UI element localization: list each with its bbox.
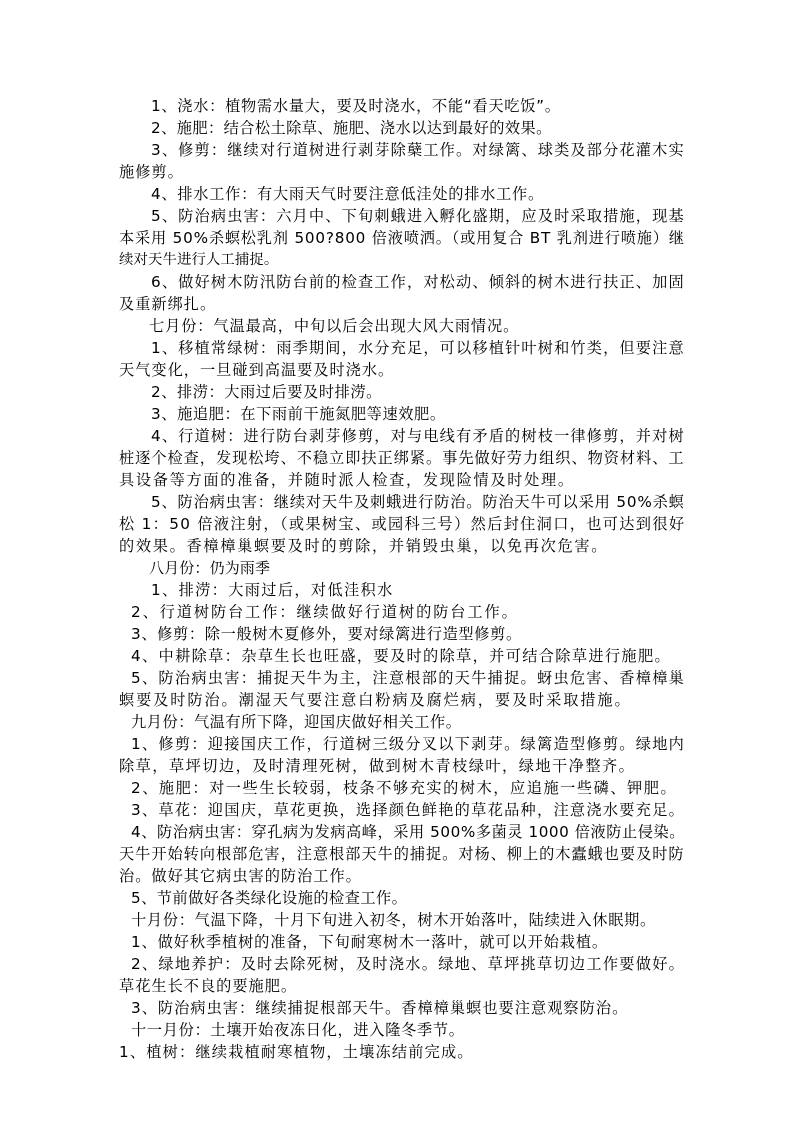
text-line: 2、施肥：对一些生长较弱，枝条不够充实的树木，应追施一些磷、钾肥。 — [131, 779, 678, 797]
text-line: 2、绿地养护：及时去除死树，及时浇水。绿地、草坪挑草切边工作要做好。 — [131, 955, 686, 973]
text-line: 及重新绑扎。 — [119, 295, 217, 313]
text-line: 3、修剪：继续对行道树进行剥芽除蘖工作。对绿篱、球类及部分花灌木实 — [151, 141, 685, 159]
text-line: 九月份：气温有所下降，迎国庆做好相关工作。 — [131, 713, 462, 731]
text-line: 1、浇水：植物需水量大，要及时浇水，不能“看天吃饭”。 — [151, 97, 561, 115]
text-line: 续对天牛进行人工捕捉。 — [119, 252, 279, 268]
text-line: 3、施追肥：在下雨前干施氮肥等速效肥。 — [151, 405, 446, 423]
text-line: 七月份：气温最高，中旬以后会出现大风大雨情况。 — [149, 317, 520, 335]
text-line: 具设备等方面的准备，并随时派人检查，发现险情及时处理。 — [119, 471, 575, 489]
text-line: 除草，草坪切边，及时清理死树，做到树木青枝绿叶，绿地干净整齐。 — [119, 757, 636, 775]
text-line: 本采用 50%杀螟松乳剂 500?800 倍液喷洒。（或用复合 BT 乳剂进行喷施）继 — [119, 229, 685, 247]
text-line: 1、植树：继续栽植耐寒植物，土壤冻结前完成。 — [119, 1043, 474, 1061]
text-line: 4、防治病虫害：穿孔病为发病高峰，采用 500%多菌灵 1000 倍液防止侵染。 — [131, 823, 686, 841]
text-line: 5、防治病虫害：继续对天牛及刺蛾进行防治。防治天牛可以采用 50%杀螟 — [151, 493, 685, 511]
text-line: 的效果。香樟樟巢螟要及时的剪除，并销毁虫巢，以免再次危害。 — [119, 537, 609, 555]
text-line: 3、草花：迎国庆，草花更换，选择颜色鲜艳的草花品种，注意浇水要充足。 — [131, 801, 686, 819]
text-line: 1、修剪：迎接国庆工作，行道树三级分叉以下剥芽。绿篱造型修剪。绿地内 — [131, 735, 686, 753]
text-line: 螟要及时防治。潮湿天气要注意白粉病及腐烂病，要及时采取措施。 — [119, 691, 632, 709]
text-line: 4、排水工作：有大雨天气时要注意低洼处的排水工作。 — [151, 185, 544, 203]
text-line: 2、排涝：大雨过后要及时排涝。 — [151, 383, 382, 401]
text-line: 1、做好秋季植树的准备，下旬耐寒树木一落叶，就可以开始栽植。 — [131, 933, 609, 951]
text-line: 天气变化，一旦碰到高温要及时浇水。 — [119, 361, 395, 379]
text-line: 2、行道树防台工作：继续做好行道树的防台工作。 — [131, 603, 519, 621]
text-line: 5、防治病虫害：捕捉天牛为主，注意根部的天牛捕捉。蚜虫危害、香樟樟巢 — [131, 669, 686, 687]
text-line: 3、防治病虫害：继续捕捉根部天牛。香樟樟巢螟也要注意观察防治。 — [131, 999, 629, 1017]
text-line: 松 1：50 倍液注射，（或果树宝、或园科三号）然后封住洞口，也可达到很好 — [119, 515, 686, 533]
text-line: 5、防治病虫害：六月中、下旬刺蛾进入孵化盛期，应及时采取措施，现基 — [151, 207, 685, 225]
text-line: 5、节前做好各类绿化设施的检查工作。 — [131, 889, 408, 907]
text-line: 1、移植常绿树：雨季期间，水分充足，可以移植针叶树和竹类，但要注意 — [151, 339, 685, 357]
text-line: 施修剪。 — [119, 163, 184, 181]
text-line: 治。做好其它病虫害的防治工作。 — [119, 867, 362, 885]
text-line: 草花生长不良的要施肥。 — [119, 977, 298, 995]
text-line: 十月份：气温下降，十月下旬进入初冬，树木开始落叶，陆续进入休眠期。 — [131, 911, 656, 929]
text-line: 3、修剪：除一般树木夏修外，要对绿篱进行造型修剪。 — [131, 625, 522, 643]
text-line: 6、做好树木防汛防台前的检查工作，对松动、倾斜的树木进行扶正、加固 — [151, 273, 685, 291]
text-line: 八月份：仍为雨季 — [149, 559, 271, 577]
text-line: 桩逐个检查，发现松垮、不稳立即扶正绑紧。事先做好劳力组织、物资材料、工 — [119, 449, 685, 467]
text-line: 天牛开始转向根部危害，注意根部天牛的捕捉。对杨、柳上的木蠹蛾也要及时防 — [119, 845, 685, 863]
text-line: 1、排涝：大雨过后，对低洼积水 — [151, 581, 394, 599]
text-line: 2、施肥：结合松土除草、施肥、浇水以达到最好的效果。 — [151, 119, 552, 137]
text-line: 十一月份：土壤开始夜冻日化，进入隆冬季节。 — [131, 1021, 465, 1039]
text-line: 4、行道树：进行防台剥芽修剪，对与电线有矛盾的树枝一律修剪，并对树 — [151, 427, 685, 445]
text-line: 4、中耕除草：杂草生长也旺盛，要及时的除草，并可结合除草进行施肥。 — [131, 647, 672, 665]
